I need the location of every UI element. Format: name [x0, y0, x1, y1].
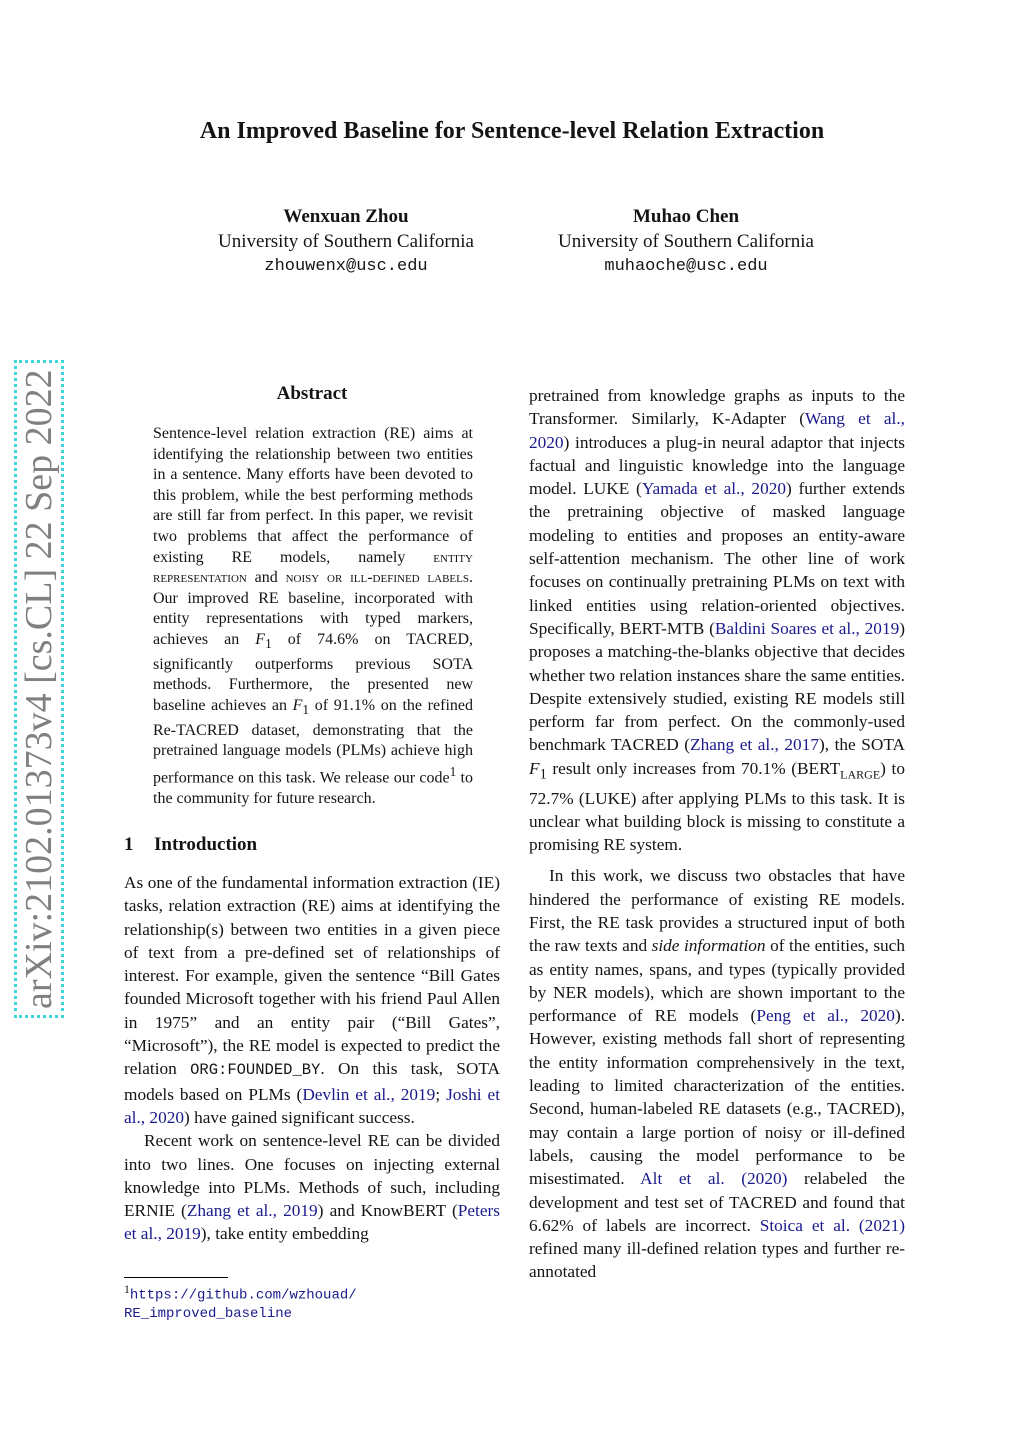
footnote-mark[interactable]: 1 [449, 763, 457, 779]
section-heading-introduction: 1 Introduction [124, 834, 258, 855]
author-name: Wenxuan Zhou [283, 206, 409, 227]
author-email[interactable]: muhaoche@usc.edu [604, 257, 768, 276]
abstract-text: Sentence-level relation extraction (RE) aims at identifying the relationship between two entities in a sentence. Many efforts have been devoted to this problem, while the best performing methods are still far from perfect. In this paper, we revisit two problems that affect the performance of existing RE models, namely entity representation and noisy or ill-defined labels. Our improved RE baseline, incorporated with entity representations with typed markers, achieves an $F_1$ of 74.6% on TACRED, significantly outperforms previous SOTA methods. Furthermore, the presented new baseline achieves an $F_1$ of 91.1% on the refined Re-TACRED dataset, demonstrating that the pretrained language models (PLMs) achieve high performance on this task. We release our code$^1$ to the community for future research. [153, 425, 474, 807]
citation-link[interactable]: Peng et al., 2020 [756, 1006, 895, 1026]
footnote[interactable]: $^1$https://github.com/wzhouad/ RE_improved_baseline [124, 1283, 357, 1322]
paragraph: In this work, we discuss two obstacles that have hindered the performance of existing RE models. First, the RE task provides a structured input of both the raw texts and side information of the entities, such as entity names, spans, and types (typically provided by NER models), which are shown important to the performance of RE models (Peng et al., 2020). However, existing methods fall short of representing the entity information comprehensively in the text, leading to limited characterization of the entities. Second, human-labeled RE datasets (e.g., TACRED), may contain a large portion of noisy or ill-defined labels, causing the model performance to be misestimated. Alt et al. (2020) relabeled the development and test set of TACRED and found that 6.62% of labels are incorrect. Stoica et al. (2021) refined many ill-defined relation types and further re-annotated [529, 866, 906, 1282]
citation-link[interactable]: Alt et al. (2020) [640, 1169, 788, 1189]
paragraph: Recent work on sentence-level RE can be divided into two lines. One focuses on injecting external knowledge into PLMs. Methods of such, including ERNIE (Zhang et al., 2019) and KnowBERT (Peters et al., 2019), take entity embedding [124, 1131, 500, 1244]
author-name: Muhao Chen [632, 206, 740, 227]
paragraph: pretrained from knowledge graphs as inputs to the Transformer. Similarly, K-Adapter (Wang et al., 2020) introduces a plug-in neural adaptor that injects factual and linguistic knowledge into the language model. LUKE (Yamada et al., 2020) further extends the pretraining objective of masked language modeling to entities and proposes an entity-aware self-attention mechanism. The other line of work focuses on continually pretraining PLMs on text with linked entities using relation-oriented objectives. Specifically, BERT-MTB (Baldini Soares et al., 2019) proposes a matching-the-blanks objective that decides whether two relation instances share the same entities. Despite extensively studied, existing RE models still perform far from perfect. On the commonly-used benchmark TACRED (Zhang et al., 2017), the SOTA $F_1$ result only increases from 70.1% $(BERT_{LARGE})$ to 72.7% (LUKE) after applying PLMs to this task. It is unclear what building block is missing to constitute a promising RE system. [529, 386, 906, 855]
citation-link[interactable]: Joshi et al., 2020 [124, 1084, 501, 1127]
citation-link[interactable]: Stoica et al. (2021) [759, 1215, 906, 1235]
citation-link[interactable]: Baldini Soares et al., 2019 [714, 618, 900, 638]
citation-link[interactable]: Devlin et al., 2019 [302, 1084, 436, 1104]
abstract-heading: Abstract [276, 383, 348, 404]
paragraph: As one of the fundamental information extraction (IE) tasks, relation extraction (RE) aims at identifying the relationship(s) between two entities in a given piece of text from a pre-defined set of relationships of interest. For example, given the sentence “Bill Gates founded Microsoft together with his friend Paul Allen in 1975” and an entity pair (“Bill Gates”, “Microsoft”), the RE model is expected to predict the relation ORG:FOUNDED_BY. On this task, SOTA models based on PLMs (Devlin et al., 2019; Joshi et al., 2020) have gained significant success. [124, 873, 501, 1127]
paper-title: An Improved Baseline for Sentence-level Relation Extraction [199, 118, 825, 144]
citation-link[interactable]: Zhang et al., 2017 [690, 735, 819, 755]
arxiv-stamp[interactable]: arXiv:2102.01373v4 [cs.CL] 22 Sep 2022 [14, 360, 64, 1018]
citation-link[interactable]: Zhang et al., 2019 [186, 1201, 318, 1221]
footnote-rule [124, 1277, 228, 1278]
right-column-body [529, 384, 905, 1284]
author-block-2 [516, 204, 856, 280]
author-block-1 [176, 204, 516, 280]
author-email[interactable]: zhouwenx@usc.edu [264, 257, 428, 276]
citation-link[interactable]: Peters et al., 2019 [124, 1201, 500, 1244]
left-column-body [124, 871, 500, 1246]
author-affiliation: University of Southern California [218, 231, 474, 252]
citation-link[interactable]: Yamada et al., 2020 [641, 479, 786, 499]
author-affiliation: University of Southern California [558, 231, 814, 252]
citation-link[interactable]: Wang et al., 2020 [529, 409, 905, 452]
